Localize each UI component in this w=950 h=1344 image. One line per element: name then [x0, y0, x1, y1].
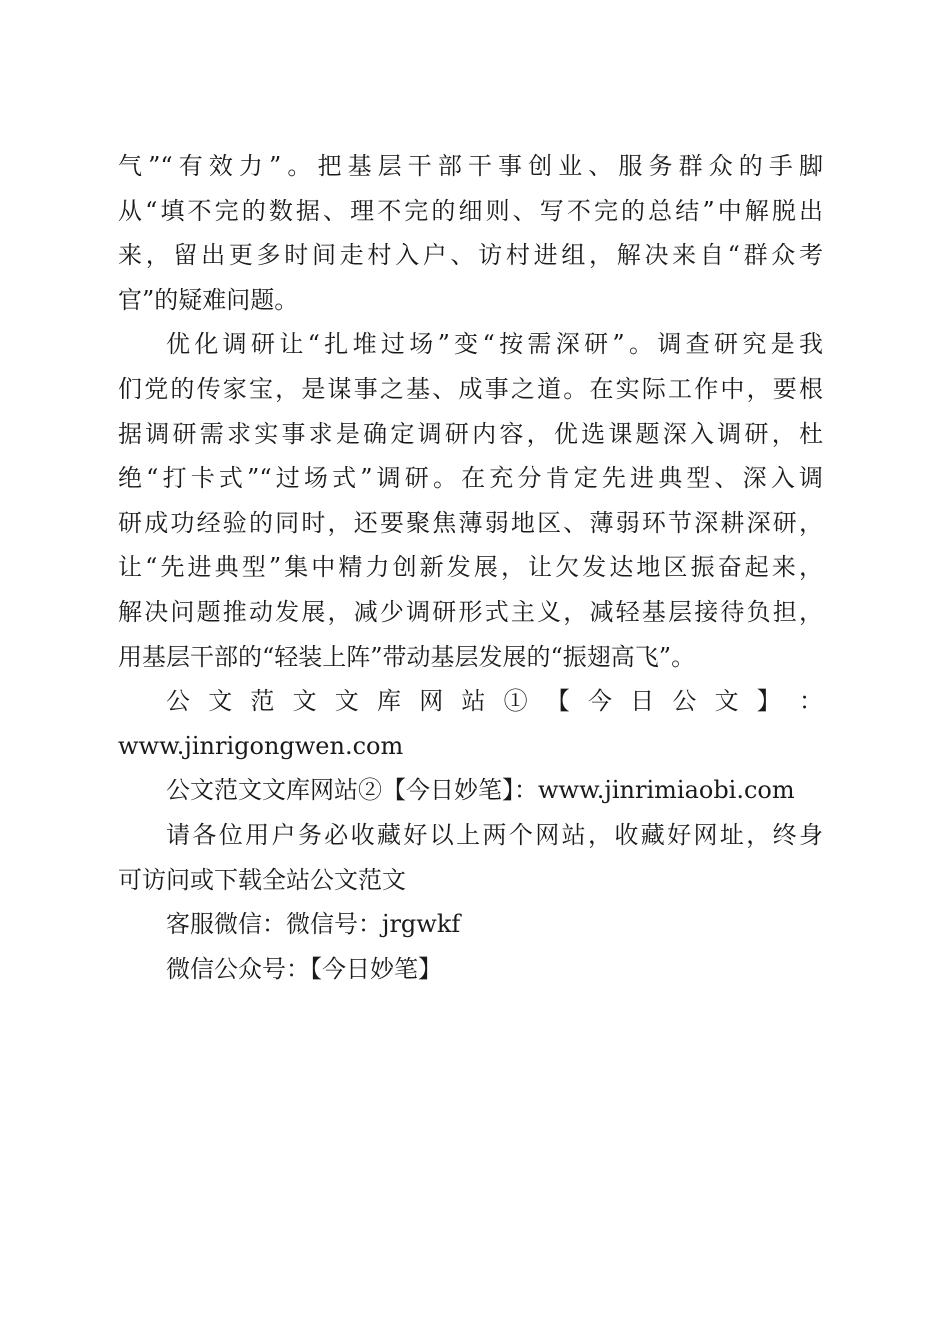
text-line: 请各位用户务必收藏好以上两个网站，收藏好网址，终身 — [166, 820, 823, 849]
text-line: 绝“打卡式”“过场式”调研。在充分肯定先进典型、深入调 — [118, 464, 823, 493]
paragraph — [118, 902, 823, 947]
paragraph — [118, 322, 823, 679]
text-line: 气”“有效力”。把基层干部干事创业、服务群众的手脚 — [118, 152, 823, 180]
text-line: 微信公众号：【今日妙笔】 — [166, 954, 442, 983]
text-line: 来，留出更多时间走村入户、访村进组，解决来自“群众考 — [118, 241, 823, 270]
paragraph — [118, 679, 823, 768]
text-line: 让“先进典型”集中精力创新发展，让欠发达地区振奋起来， — [118, 553, 823, 582]
text-line: 公文范文文库网站②【今日妙笔】：www.jinrimiaobi.com — [166, 776, 795, 805]
text-line: 研成功经验的同时，还要聚焦薄弱地区、薄弱环节深耕深研， — [118, 508, 823, 537]
text-line: 们党的传家宝，是谋事之基、成事之道。在实际工作中，要根 — [118, 374, 823, 403]
text-line: 可访问或下载全站公文范文 — [118, 865, 406, 894]
paragraph — [118, 768, 823, 813]
text-line: 解决问题推动发展，减少调研形式主义，减轻基层接待负担， — [118, 597, 823, 626]
text-line: 从“填不完的数据、理不完的细则、写不完的总结”中解脱出 — [118, 196, 823, 225]
text-line: 客服微信：微信号：jrgwkf — [166, 910, 461, 939]
paragraph — [118, 144, 823, 322]
text-line: 用基层干部的“轻装上阵”带动基层发展的“振翅高飞”。 — [118, 642, 696, 671]
website-link: www.jinrigongwen.com — [118, 731, 404, 760]
document-body — [118, 144, 823, 991]
paragraph — [118, 813, 823, 902]
text-line: 公 文 范 文 文 库 网 站 ① 【 今 日 公 文 】 ： — [166, 687, 823, 716]
paragraph — [118, 947, 823, 992]
text-line: 优化调研让“扎堆过场”变“按需深研”。调查研究是我 — [166, 330, 823, 359]
text-line: 官”的疑难问题。 — [118, 285, 299, 314]
text-line: 据调研需求实事求是确定调研内容，优选课题深入调研，杜 — [118, 419, 823, 448]
